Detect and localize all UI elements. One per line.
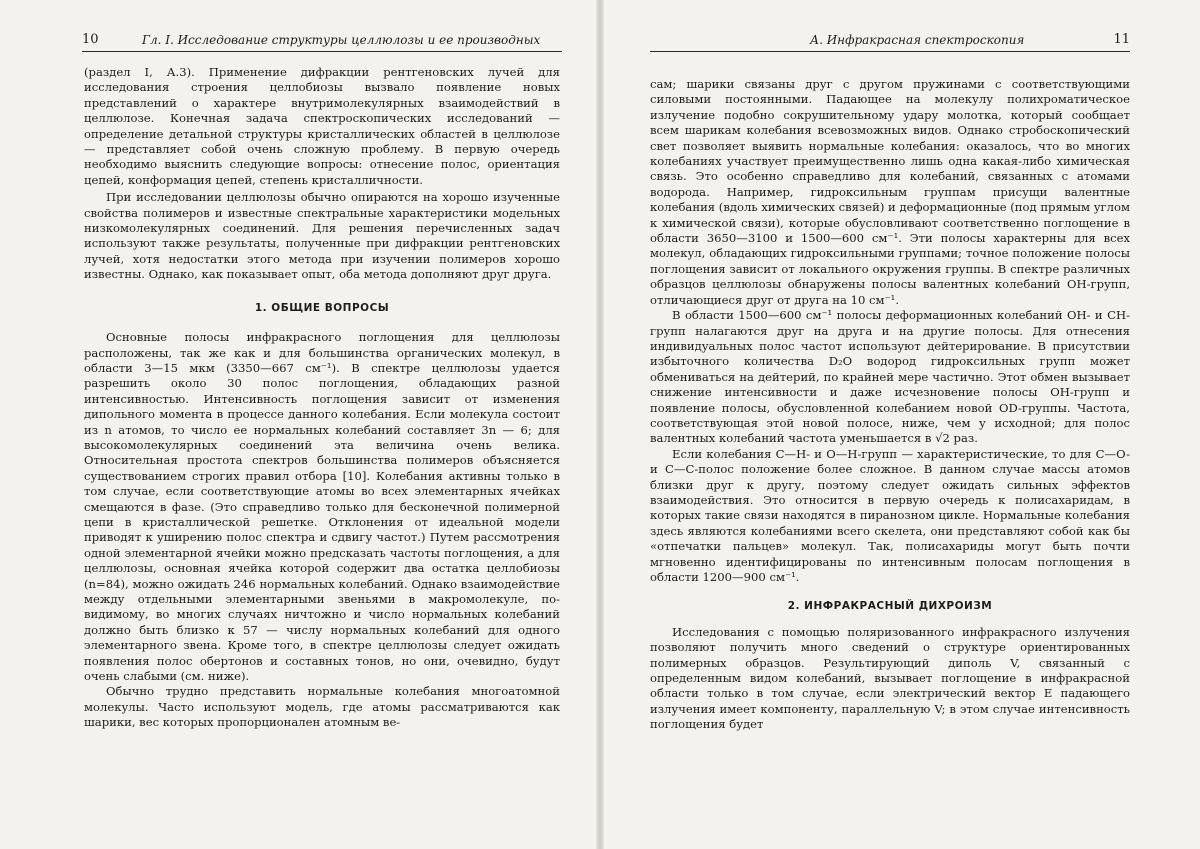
right-running-header (650, 32, 1130, 50)
paragraph: Исследования с помощью поляризованного инфракрасного излучения позволяют получить много сведений о структуре ориентированных полимерных образцов. Результирующий диполь V, связанный с определенным видом колебаний, вызывает поглощение в инфракрасной области только в том случае, если электрический вектор E падающего излучения имеет компоненту, параллельную V; в этом случае интенсивность поглощения будет (650, 624, 1130, 732)
paragraph: При исследовании целлюлозы обычно опираются на хорошо изученные свойства полимеров и известные спектральные характеристики модельных низкомолекулярных соединений. Для решения перечисленных задач используют также результаты, полученные при дифракции рентгеновских лучей, хотя недостатки этого метода при изучении полимеров хорошо известны. Однако, как показывает опыт, оба метода дополняют друг друга. (84, 190, 560, 282)
section-heading: 2. ИНФРАКРАСНЫЙ ДИХРОИЗМ (787, 600, 993, 613)
left-page-number: 10 (82, 32, 99, 47)
section-heading: 1. ОБЩИЕ ВОПРОСЫ (254, 301, 390, 314)
left-page (0, 0, 598, 849)
right-page-number: 11 (1113, 32, 1130, 47)
paragraph: В области 1500—600 см⁻¹ полосы деформационных колебаний OH- и CH-групп налагаются друг на друга и на другие полосы. Для отнесения индивидуальных полос частот используют дейтерирование. В присутствии избыточного количества D₂O водород гидроксильных групп может обмениваться на дейтерий, по крайней мере частично. Этот обмен вызывает снижение интенсивности и даже исчезновение полосы OH-групп и появление полосы, обусловленной колебанием новой OD-группы. Частота, соответствующая этой новой полосе, ниже, чем у исходной; для полос валентных колебаний частота уменьшается в √2 раз. (650, 308, 1130, 446)
right-page (602, 0, 1200, 849)
right-running-head-title: А. Инфракрасная спектроскопия (810, 33, 1025, 47)
right-body-text (650, 77, 1130, 733)
left-body-text (84, 65, 560, 731)
right-header-rule (650, 51, 1130, 52)
paragraph: Основные полосы инфракрасного поглощения для целлюлозы расположены, так же как и для большинства органических молекул, в области 3—15 мкм (3350—667 см⁻¹). В спектре целлюлозы удается разрешить около 30 полос поглощения, обладающих разной интенсивностью. Интенсивность поглощения зависит от изменения дипольного момента в процессе данного колебания. Если молекула состоит из n атомов, то число ее нормальных колебаний составляет 3n — 6; для высокомолекулярных соединений эта величина очень велика. Относительная простота спектров большинства полимеров объясняется существованием строгих правил отбора [10]. Колебания активны только в том случае, если соответствующие атомы во всех элементарных ячейках смещаются в фазе. (Это справедливо только для бесконечной полимерной цепи в кристаллической решетке. Отклонения от идеальной модели приводят к уширению полос спектра и сдвигу частот.) Путем рассмотрения одной элементарной ячейки можно предсказать частоты поглощения, а для целлюлозы, основная ячейка которой содержит два остатка целлобиозы (n=84), можно ожидать 246 нормальных колебаний. Однако взаимодействие между отдельными элементарными звеньями в макромолекуле, по-видимому, во многих случаях ничтожно и число нормальных колебаний должно быть близко к 57 — числу нормальных колебаний для одного элементарного звена. Кроме того, в спектре целлюлозы следует ожидать появления полос обертонов и составных тонов, но они, очевидно, будут очень слабыми (см. ниже). (84, 330, 560, 684)
paragraph: (раздел I, А.3). Применение дифракции рентгеновских лучей для исследования строения целлобиозы вызвало появление новых представлений о характере внутримолекулярных взаимодействий в целлюлозе. Конечная задача спектроскопических исследований — определение детальной структуры кристаллических областей в целлюлозе — представляет собой очень сложную проблему. В первую очередь необходимо выяснить следующие вопросы: отнесение полос, ориентация цепей, конформация цепей, степень кристалличности. (84, 65, 560, 187)
paragraph: Если колебания C—H- и O—H-групп — характеристические, то для C—O- и C—C-полос положение более сложное. В данном случае массы атомов близки друг к другу, поэтому следует ожидать сильных эффектов взаимодействия. Это относится в первую очередь к полисахаридам, в которых такие связи находятся в пиранозном цикле. Нормальные колебания здесь являются колебаниями всего скелета, они представляют собой как бы «отпечатки пальцев» молекул. Так, полисахариды могут быть почти мгновенно идентифицированы по интенсивным полосам поглощения в области 1200—900 см⁻¹. (650, 446, 1130, 584)
paragraph: сам; шарики связаны друг с другом пружинами с соответствующими силовыми постоянными. Падающее на молекулу полихроматическое излучение подобно сокрушительному удару молотка, который сообщает всем шарикам колебания всевозможных видов. Однако стробоскопический свет позволяет выявить нормальные колебания: оказалось, что во многих колебаниях участвует преимущественно лишь одна какая-либо химическая связь. Это особенно справедливо для колебаний, связанных с атомами водорода. Например, гидроксильным группам присущи валентные колебания (вдоль химических связей) и деформационные (под прямым углом к химической связи), которые обусловливают соответственно поглощение в области 3650—3100 и 1500—600 см⁻¹. Эти полосы характерны для всех молекул, обладающих гидроксильными группами; точное положение полосы поглощения зависит от локального окружения группы. В спектре различных образцов целлюлозы обнаружены полосы валентных колебаний OH-групп, отличающиеся друг от друга на 10 см⁻¹. (650, 77, 1130, 307)
left-header-rule (82, 51, 562, 52)
paragraph: Обычно трудно представить нормальные колебания многоатомной молекулы. Часто используют модель, где атомы рассматриваются как шарики, вес которых пропорционален атомным ве- (84, 684, 560, 730)
left-running-head-title: Гл. I. Исследование структуры целлюлозы и ее производных (142, 33, 541, 47)
left-running-header (82, 32, 562, 50)
